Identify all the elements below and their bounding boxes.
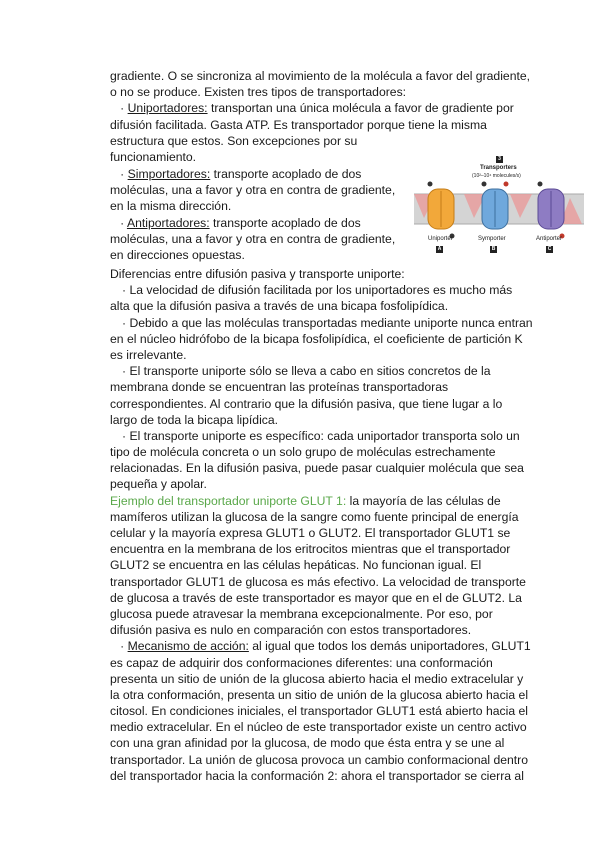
uniportadores-line-2: difusión facilitada. Gasta ATP. Es transportador porque tiene la misma xyxy=(110,117,487,132)
intro-line-1: gradiente. O se sincroniza al movimiento de la molécula a favor del gradiente, xyxy=(110,69,531,83)
diferencias-p4-line: · El transporte uniporte es específico: cada uniportador transporta solo un xyxy=(122,428,520,443)
mecanismo-line: con una gran afinidad por la glucosa, de modo que ésta entra y se une al xyxy=(110,736,505,751)
diferencias-p3-line: membrana donde se encuentran las proteínas transportadoras xyxy=(110,380,449,395)
simportadores-term: Simportadores: xyxy=(127,167,211,181)
antiportadores-line-1: · Antiportadores: transporte acoplado de dos xyxy=(110,215,361,230)
mecanismo-line: la otra conformación, presenta un sitio de unión de la glucosa abierto hacia el xyxy=(110,687,529,702)
antiportadores-term: Antiportadores: xyxy=(126,215,210,230)
text-block-simport-antiport xyxy=(110,166,400,263)
diferencias-p3-line: · El transporte uniporte sólo se lleva a cabo en sitios concretos de la xyxy=(122,364,491,379)
figure-title: Transporters xyxy=(480,165,517,171)
diferencias-p1-line: · La velocidad de difusión facilitada por los uniportadores es mucho más xyxy=(122,283,513,298)
molecule-icon xyxy=(504,182,509,187)
diferencias-p4-line: tipo de molécula concreta o un solo grupo de moléculas estrechamente xyxy=(110,445,496,460)
glut-line-1: Ejemplo del transportador uniporte GLUT 1: la mayoría de las células de xyxy=(110,493,501,508)
diferencias-p2-line: en el núcleo hidrófobo de la bicapa fosfolipídica, el coeficiente de partición K xyxy=(110,331,523,346)
diferencias-p2-line: · Debido a que las moléculas transportadas mediante uniporte nunca entran xyxy=(122,315,533,330)
uniportadores-line-1: · Uniportadores: transportan una única molécula a favor de gradiente por xyxy=(110,101,514,116)
figure-subtitle: (10²–10⁴ molecules/s) xyxy=(472,173,521,179)
simportadores-line-3: en la misma dirección. xyxy=(110,199,232,214)
figure-number-badge: 3 xyxy=(496,156,503,163)
mecanismo-line-1: · Mecanismo de acción: al igual que todos los demás uniportadores, GLUT1 xyxy=(110,639,531,654)
mecanismo-line: es capaz de adquirir dos conformaciones diferentes: una conformación xyxy=(110,655,493,670)
molecule-icon xyxy=(482,182,487,187)
diferencias-title: Diferencias entre difusión pasiva y transporte uniporte: xyxy=(110,267,405,281)
glut-line: difusión pasiva es nulo en comparación con estos transportadores. xyxy=(110,623,472,638)
glut-line: encuentra en la membrana de los eritrocitos mientras que el transportador xyxy=(110,542,511,557)
transporters-figure xyxy=(414,156,584,256)
badge-b: B xyxy=(491,246,496,252)
uniportadores-term: Uniportadores: xyxy=(127,101,208,116)
diferencias-p1-line: alta que la difusión pasiva a través de una bicapa fosfolipídica. xyxy=(110,299,449,314)
intro-line-2: o no se produce. Existen tres tipos de transportadores: xyxy=(110,85,407,100)
glut-line: transportador GLUT1 de glucosa es más efectivo. La velocidad de transporte xyxy=(110,574,526,589)
badge-c: C xyxy=(547,246,552,252)
diferencias-p4-line: pequeña y apolar. xyxy=(110,477,207,492)
antiportadores-line-3: en direcciones opuestas. xyxy=(110,247,245,262)
uniporter-label: Uniporter xyxy=(428,236,453,242)
simportadores-line-2: moléculas, una a favor y otra en contra de gradiente, xyxy=(110,183,396,198)
molecule-icon xyxy=(428,182,433,187)
text-block-main xyxy=(110,266,533,784)
uniportadores-line-3: estructura que estos. Son excepciones por su xyxy=(110,133,358,148)
glut-line: glucosa puede atravesar la membrana excepcionalmente. Por eso, por xyxy=(110,606,493,621)
molecule-icon xyxy=(538,182,543,187)
glut-line: GLUT2 se encuentra en las células hepáticas. No funcionan igual. El xyxy=(110,558,482,573)
mecanismo-line: del transportador hacia la conformación 2: ahora el transportador se cierra al xyxy=(110,768,524,783)
glut-heading: Ejemplo del transportador uniporte GLUT 1: xyxy=(110,493,347,508)
diferencias-p4-line: relacionadas. En la difusión pasiva, puede pasar cualquier molécula que sea xyxy=(110,461,524,476)
mecanismo-line: citosol. En condiciones iniciales, el transportador GLUT1 está abierto hacia el xyxy=(110,704,528,719)
antiporter-label: Antiporter xyxy=(536,236,563,242)
simportadores-line-1: · Simportadores: transporte acoplado de dos xyxy=(110,167,362,181)
diferencias-p3-line: correspondientes. Al contrario que la difusión pasiva, que tiene lugar a lo xyxy=(110,396,503,411)
badge-a: A xyxy=(437,246,442,252)
mecanismo-line: medio extracelular. En el núcleo de este transportador existe un centro activo xyxy=(110,720,527,735)
mecanismo-term: Mecanismo de acción: xyxy=(127,639,249,654)
text-block-intro xyxy=(110,68,531,165)
glut-line: de glucosa a través de este transportador es mayor que en el de GLUT2. La xyxy=(110,590,522,605)
uniportadores-line-4: funcionamiento. xyxy=(110,149,197,164)
glut-line: mamíferos utilizan la glucosa de la sangre como fuente principal de energía xyxy=(110,509,519,524)
mecanismo-line: transportador. La unión de glucosa provoca un cambio conformacional dentro xyxy=(110,752,529,767)
mecanismo-line: presenta un sitio de unión de la glucosa abierto hacia el medio extracelular y xyxy=(110,671,524,686)
glut-line: celular y la mayoría expresa GLUT1 o GLUT2. El transportador GLUT1 se xyxy=(110,526,511,540)
symporter-label: Symporter xyxy=(478,236,506,242)
diferencias-p2-line: es irrelevante. xyxy=(110,347,187,362)
antiportadores-line-2: moléculas, una a favor y otra en contra de gradiente, xyxy=(110,231,396,246)
diferencias-p3-line: largo de toda la bicapa lipídica. xyxy=(110,412,279,427)
